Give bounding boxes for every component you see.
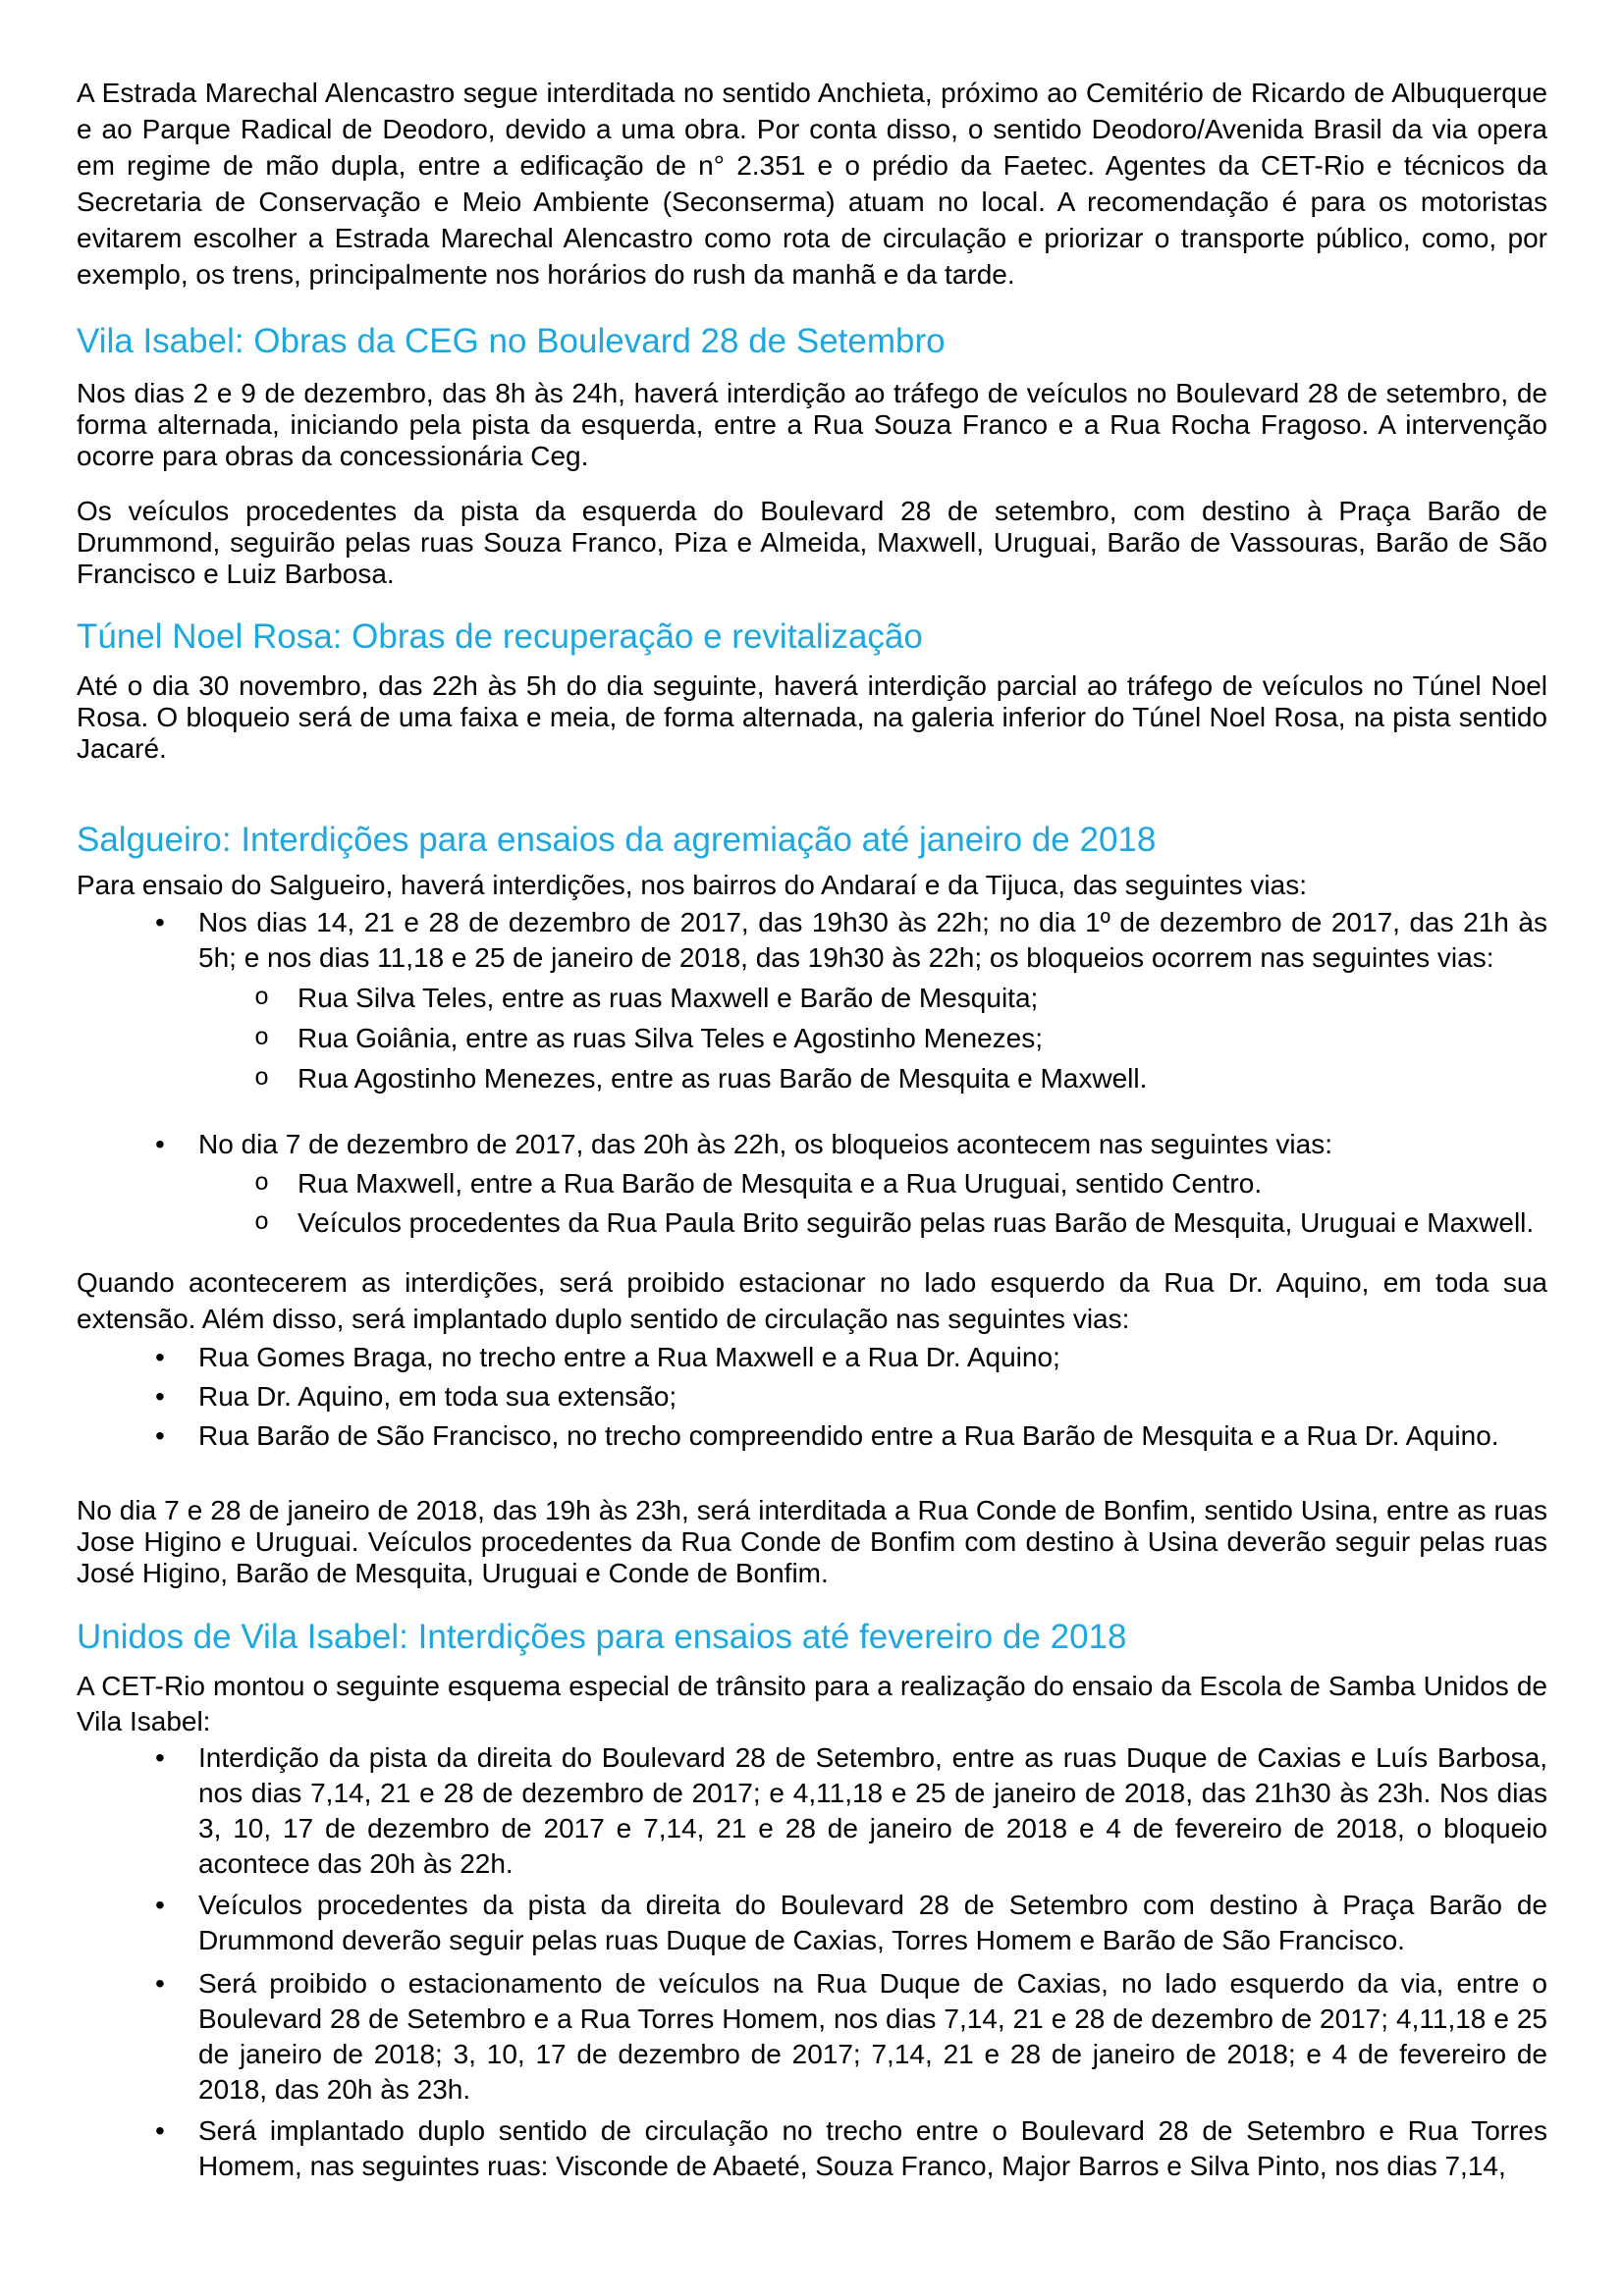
intro-paragraph: A Estrada Marechal Alencastro segue interditada no sentido Anchieta, próximo ao Cemitério de Ricardo de Albuquerque e ao Parque Radical de Deodoro, devido a uma obra. Por conta disso, o sentido Deodoro/Avenida Brasil da via opera em regime de mão dupla, entre a edificação de n° 2.351 e o prédio da Faetec. Agentes da CET-Rio e técnicos da Secretaria de Conservação e Meio Ambiente (Seconserma) atuam no local. A recomendação é para os motoristas evitarem escolher a Estrada Marechal Alencastro como rota de circulação e priorizar o transporte público, como, por exemplo, os trens, principalmente nos horários do rush da manhã e da tarde. bbox=[77, 78, 1547, 290]
paragraph: Os veículos procedentes da pista da esquerda do Boulevard 28 de setembro, com destino à Praça Barão de Drummond, seguirão pelas ruas Souza Franco, Piza e Almeida, Maxwell, Uruguai, Barão de Vassouras, Barão de São Francisco e Luiz Barbosa. bbox=[77, 496, 1547, 589]
list-item-text: Rua Silva Teles, entre as ruas Maxwell e Barão de Mesquita; bbox=[298, 983, 1039, 1013]
paragraph: Até o dia 30 novembro, das 22h às 5h do dia seguinte, haverá interdição parcial ao tráfego de veículos no Túnel Noel Rosa. O bloqueio será de uma faixa e meia, de forma alternada, na galeria inferior do Túnel Noel Rosa, na pista sentido Jacaré. bbox=[77, 670, 1547, 764]
list-item bbox=[77, 1418, 1547, 1454]
circle-bullet-icon: o bbox=[254, 984, 270, 1012]
circle-bullet-icon: o bbox=[254, 1064, 270, 1093]
bullet-icon: • bbox=[155, 1342, 165, 1372]
paragraph: A CET-Rio montou o seguinte esquema especial de trânsito para a realização do ensaio da Escola de Samba Unidos de Vila Isabel: bbox=[77, 1671, 1547, 1736]
list-item-text: Rua Dr. Aquino, em toda sua extensão; bbox=[198, 1381, 677, 1412]
list-item-text: Veículos procedentes da pista da direita do Boulevard 28 de Setembro com destino à Praça Barão de Drummond deverão seguir pelas ruas Duque de Caxias, Torres Homem e Barão de São Francisco. bbox=[198, 1890, 1547, 1955]
list-item bbox=[77, 905, 1547, 976]
circle-bullet-icon: o bbox=[254, 1024, 270, 1052]
bullet-icon: • bbox=[155, 1381, 165, 1412]
list-item-text: Nos dias 14, 21 e 28 de dezembro de 2017, das 19h30 às 22h; no dia 1º de dezembro de 2017, das 21h às 5h; e nos dias 11,18 e 25 de janeiro de 2018, das 19h30 às 22h; os bloqueios ocorrem nas seguintes vias: bbox=[198, 907, 1547, 973]
list-item bbox=[77, 1205, 1547, 1241]
list-item bbox=[77, 1127, 1547, 1162]
list-item bbox=[77, 1966, 1547, 2108]
list-item bbox=[77, 2113, 1547, 2184]
section-heading-tunel-noel-rosa: Túnel Noel Rosa: Obras de recuperação e revitalização bbox=[77, 617, 923, 656]
bullet-icon: • bbox=[155, 1968, 165, 1999]
bullet-icon: • bbox=[155, 907, 165, 937]
paragraph: Quando acontecerem as interdições, será proibido estacionar no lado esquerdo da Rua Dr. Aquino, em toda sua extensão. Além disso, será implantado duplo sentido de circulação nas seguintes vias: bbox=[77, 1267, 1547, 1334]
bullet-icon: • bbox=[155, 2115, 165, 2146]
bullet-icon: • bbox=[155, 1890, 165, 1920]
list-item bbox=[77, 1061, 1547, 1096]
list-item-text: Veículos procedentes da Rua Paula Brito seguirão pelas ruas Barão de Mesquita, Uruguai e Maxwell. bbox=[298, 1207, 1535, 1238]
bullet-icon: • bbox=[155, 1420, 165, 1451]
list-item bbox=[77, 1166, 1547, 1201]
list-item-text: Será implantado duplo sentido de circulação no trecho entre o Boulevard 28 de Setembro e Rua Torres Homem, nas seguintes ruas: Visconde de Abaeté, Souza Franco, Major Barros e Silva Pinto, nos dias 7,14, bbox=[198, 2115, 1547, 2181]
list-item bbox=[77, 1021, 1547, 1056]
list-item-text: Rua Maxwell, entre a Rua Barão de Mesquita e a Rua Uruguai, sentido Centro. bbox=[298, 1168, 1263, 1199]
paragraph: Nos dias 2 e 9 de dezembro, das 8h às 24h, haverá interdição ao tráfego de veículos no Boulevard 28 de setembro, de forma alternada, iniciando pela pista da esquerda, entre a Rua Souza Franco e a Rua Rocha Fragoso. A intervenção ocorre para obras da concessionária Ceg. bbox=[77, 378, 1547, 471]
list-item bbox=[77, 981, 1547, 1016]
bullet-icon: • bbox=[155, 1129, 165, 1159]
list-item-text: Será proibido o estacionamento de veículos na Rua Duque de Caxias, no lado esquerdo da via, entre o Boulevard 28 de Setembro e a Rua Torres Homem, nos dias 7,14, 21 e 28 de dezembro de 2017; 4,11,18 e 25 de janeiro de 2018; 3, 10, 17 de dezembro de 2017; 7,14, 21 e 28 de janeiro de 2018; e 4 de fevereiro de 2018, das 20h às 23h. bbox=[198, 1968, 1547, 2105]
list-item bbox=[77, 1340, 1547, 1375]
paragraph: No dia 7 e 28 de janeiro de 2018, das 19h às 23h, será interditada a Rua Conde de Bonfim, sentido Usina, entre as ruas Jose Higino e Uruguai. Veículos procedentes da Rua Conde de Bonfim com destino à Usina deverão seguir pelas ruas José Higino, Barão de Mesquita, Uruguai e Conde de Bonfim. bbox=[77, 1495, 1547, 1588]
list-item bbox=[77, 1888, 1547, 1958]
list-item-text: Rua Goiânia, entre as ruas Silva Teles e Agostinho Menezes; bbox=[298, 1023, 1044, 1053]
list-item bbox=[77, 1379, 1547, 1415]
bullet-icon: • bbox=[155, 1742, 165, 1773]
paragraph: Para ensaio do Salgueiro, haverá interdições, nos bairros do Andaraí e da Tijuca, das seguintes vias: bbox=[77, 870, 1307, 900]
circle-bullet-icon: o bbox=[254, 1208, 270, 1237]
list-item-text: Rua Agostinho Menezes, entre as ruas Barão de Mesquita e Maxwell. bbox=[298, 1063, 1148, 1094]
section-heading-unidos-vila-isabel: Unidos de Vila Isabel: Interdições para ensaios até fevereiro de 2018 bbox=[77, 1618, 1127, 1656]
section-heading-salgueiro: Salgueiro: Interdições para ensaios da agremiação até janeiro de 2018 bbox=[77, 821, 1157, 859]
list-item bbox=[77, 1740, 1547, 1882]
list-item-text: Rua Barão de São Francisco, no trecho compreendido entre a Rua Barão de Mesquita e a Rua Dr. Aquino. bbox=[198, 1420, 1499, 1451]
circle-bullet-icon: o bbox=[254, 1169, 270, 1198]
section-heading-vila-isabel: Vila Isabel: Obras da CEG no Boulevard 28 de Setembro bbox=[77, 322, 946, 360]
list-item-text: Interdição da pista da direita do Boulevard 28 de Setembro, entre as ruas Duque de Caxias e Luís Barbosa, nos dias 7,14, 21 e 28 de dezembro de 2017; e 4,11,18 e 25 de janeiro de 2018, das 21h30 às 23h. Nos dias 3, 10, 17 de dezembro de 2017 e 7,14, 21 e 28 de janeiro de 2018 e 4 de fevereiro de 2018, o bloqueio acontece das 20h às 22h. bbox=[198, 1742, 1547, 1879]
list-item-text: No dia 7 de dezembro de 2017, das 20h às 22h, os bloqueios acontecem nas seguintes vias: bbox=[198, 1129, 1332, 1159]
list-item-text: Rua Gomes Braga, no trecho entre a Rua Maxwell e a Rua Dr. Aquino; bbox=[198, 1342, 1060, 1372]
